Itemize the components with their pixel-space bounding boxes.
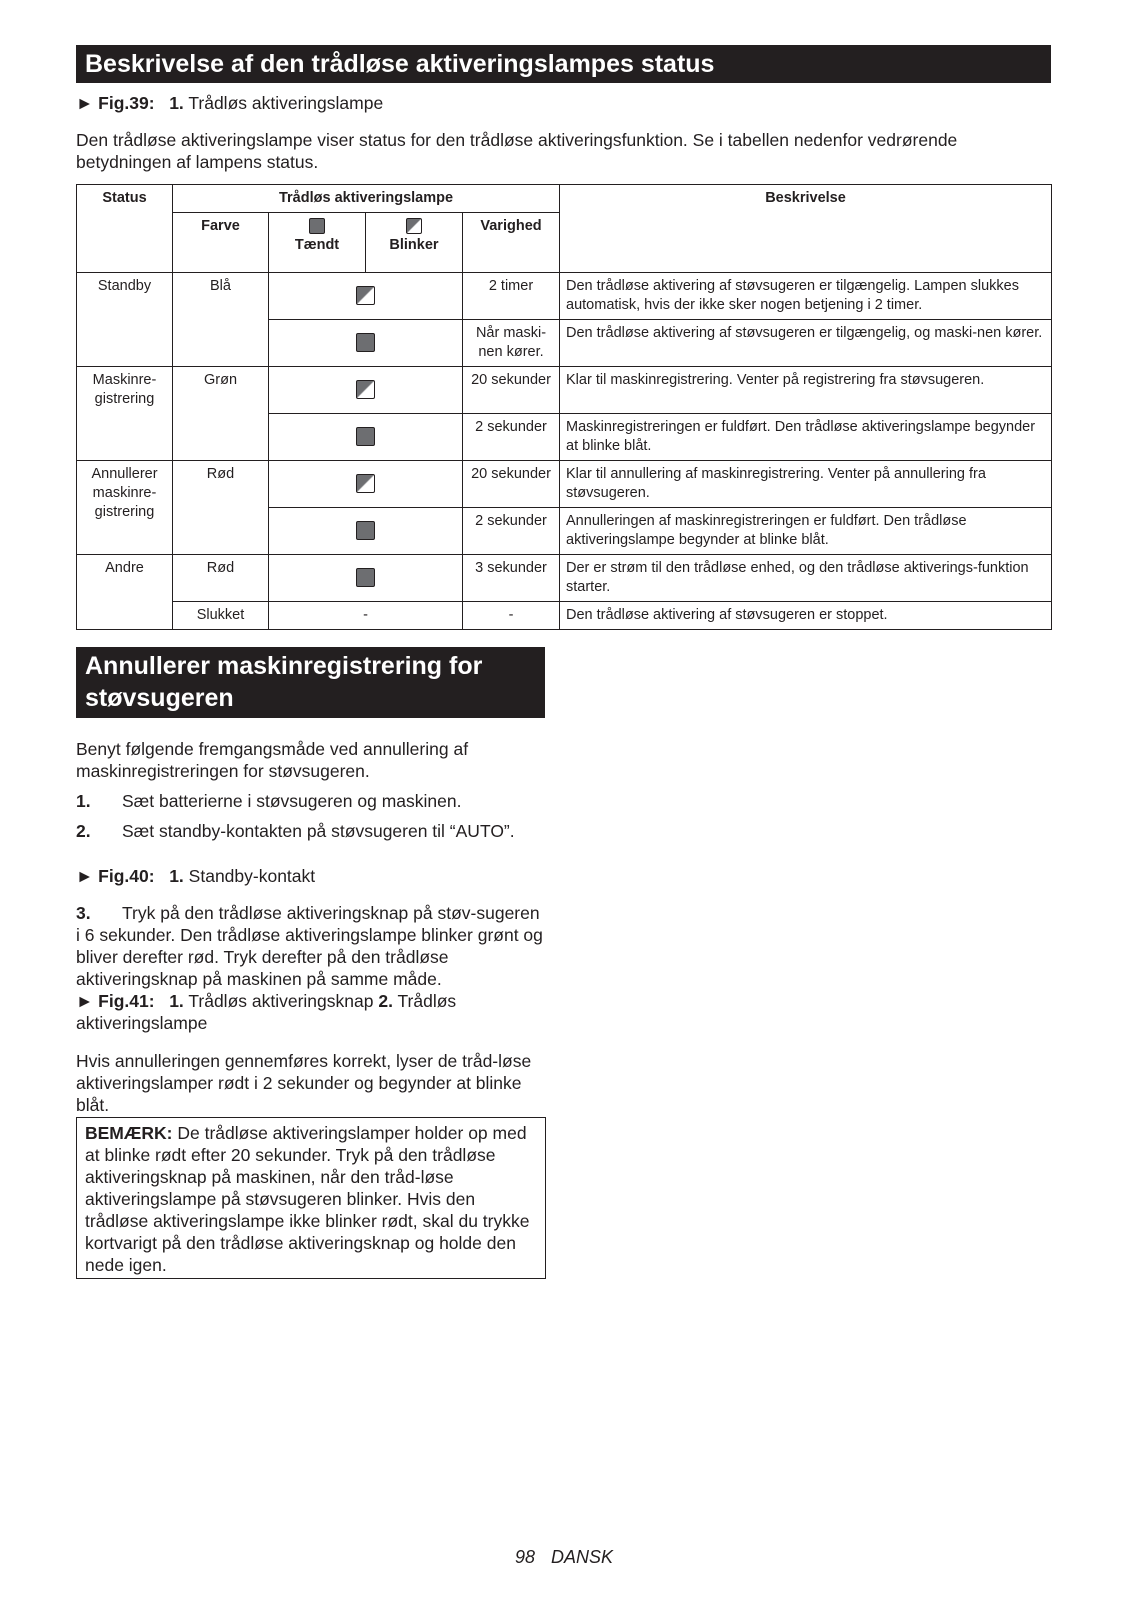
header-lamp-group: Trådløs aktiveringslampe: [173, 185, 560, 213]
step-number: 1.: [76, 791, 91, 811]
cell-status: Andre: [77, 555, 173, 630]
cell-duration: 2 timer: [463, 273, 560, 320]
cell-color: Rød: [173, 555, 269, 602]
cell-description: Maskinregistreringen er fuldført. Den trådløse aktiveringslampe begynder at blinke blåt.: [560, 414, 1052, 461]
header-description: Beskrivelse: [560, 185, 1052, 273]
cancel-intro-paragraph: Benyt følgende fremgangsmåde ved annullering af maskinregistreringen for støvsugeren.: [76, 739, 469, 781]
table-row: [77, 367, 1052, 414]
cell-description: Den trådløse aktivering af støvsugeren er tilgængelig. Lampen slukkes automatisk, hvis der ikke sker nogen betjening i 2 timer.: [560, 273, 1052, 320]
cell-status: Annullerer maskinre-gistrering: [77, 461, 173, 555]
step-1: [76, 790, 546, 812]
cell-duration: 2 sekunder: [463, 508, 560, 555]
fig-item-label: Trådløs aktiveringslampe: [76, 991, 457, 1033]
table-row: [77, 461, 1052, 508]
cell-color: Blå: [173, 273, 269, 367]
cell-duration: Når maski-nen kører.: [463, 320, 560, 367]
section-title-lamp-status: Beskrivelse af den trådløse aktiveringslampes status: [76, 45, 1051, 83]
page-footer: [0, 1547, 1128, 1568]
cell-lamp: [269, 555, 463, 602]
step-number: 2.: [76, 821, 91, 841]
intro-paragraph: Den trådløse aktiveringslampe viser status for den trådløse aktiveringsfunktion. Se i tabellen nedenfor vedrørende betydningen af lampens status.: [76, 130, 958, 172]
cell-color: Grøn: [173, 367, 269, 461]
figure-reference-40: [76, 865, 315, 887]
cell-duration: 20 sekunder: [463, 367, 560, 414]
header-duration: Varighed: [463, 213, 560, 273]
cell-lamp: [269, 461, 463, 508]
cell-lamp: [269, 414, 463, 461]
fig-ref-label: ► Fig.41:: [76, 991, 155, 1011]
step-3: [76, 902, 546, 990]
cell-color: Slukket: [173, 602, 269, 630]
step-2: [76, 820, 546, 842]
fig-item-label: Standby-kontakt: [188, 866, 316, 886]
cell-lamp: [269, 273, 463, 320]
header-on: [269, 213, 366, 273]
cell-lamp: -: [269, 602, 463, 630]
footer-language: DANSK: [551, 1547, 614, 1567]
header-blinking-label: Blinker: [389, 237, 439, 253]
lamp-blinking-icon: [356, 380, 375, 399]
fig-item-label: Trådløs aktiveringsknap: [188, 991, 374, 1011]
cell-color: Rød: [173, 461, 269, 555]
lamp-blinking-icon: [406, 218, 422, 234]
cell-duration: 3 sekunder: [463, 555, 560, 602]
step-text: Sæt batterierne i støvsugeren og maskinen.: [122, 791, 462, 811]
fig-ref-label: ► Fig.39:: [76, 93, 155, 113]
cell-description: Der er strøm til den trådløse enhed, og den trådløse aktiverings-funktion starter.: [560, 555, 1052, 602]
fig-ref-label: ► Fig.40:: [76, 866, 155, 886]
cell-description: Annulleringen af maskinregistreringen er fuldført. Den trådløse aktiveringslampe begynder at blinke blåt.: [560, 508, 1052, 555]
fig-item-number: 1.: [169, 93, 184, 113]
cell-lamp: [269, 508, 463, 555]
section-title-line2: støvsugeren: [85, 684, 234, 712]
cell-description: Den trådløse aktivering af støvsugeren er tilgængelig, og maski-nen kører.: [560, 320, 1052, 367]
lamp-on-icon: [356, 521, 375, 540]
cell-lamp: [269, 320, 463, 367]
lamp-blinking-icon: [356, 286, 375, 305]
header-on-label: Tændt: [294, 237, 340, 253]
step-text: Sæt standby-kontakten på støvsugeren til “AUTO”.: [122, 821, 515, 841]
section-title-line1: Annullerer maskinregistrering for: [85, 652, 483, 680]
cell-duration: 2 sekunder: [463, 414, 560, 461]
fig-item-label: Trådløs aktiveringslampe: [188, 93, 384, 113]
fig-item-number: 1.: [169, 866, 184, 886]
cell-duration: 20 sekunder: [463, 461, 560, 508]
lamp-blinking-icon: [356, 474, 375, 493]
cell-description: Klar til maskinregistrering. Venter på registrering fra støvsugeren.: [560, 367, 1052, 414]
fig-item-number: 2.: [378, 991, 393, 1011]
note-text: De trådløse aktiveringslamper holder op med at blinke rødt efter 20 sekunder. Tryk på den trådløse aktiveringsknap på maskinen, når den tråd-løse aktiveringslampe på støvsugeren blinker. Hvis den trådløse aktiveringslampe ikke blinker rødt, skal du trykke kortvarigt på den trådløse aktiveringsknap og holde den nede igen.: [85, 1123, 530, 1275]
cell-status: Standby: [77, 273, 173, 367]
lamp-on-icon: [356, 568, 375, 587]
cell-lamp: [269, 367, 463, 414]
table-row: [77, 273, 1052, 320]
result-paragraph: Hvis annulleringen gennemføres korrekt, lyser de tråd-løse aktiveringslamper rødt i 2 sekunder og begynder at blinke blåt.: [76, 1051, 532, 1115]
section-title-cancel-registration: [76, 647, 545, 718]
header-status: Status: [77, 185, 173, 273]
header-color: Farve: [173, 213, 269, 273]
step-number: 3.: [76, 903, 91, 923]
fig-item-number: 1.: [169, 991, 184, 1011]
cell-description: Den trådløse aktivering af støvsugeren er stoppet.: [560, 602, 1052, 630]
lamp-on-icon: [356, 333, 375, 352]
table-row: [77, 602, 1052, 630]
cell-description: Klar til annullering af maskinregistrering. Venter på annullering fra støvsugeren.: [560, 461, 1052, 508]
figure-reference-41: [76, 990, 546, 1034]
page-number: 98: [514, 1547, 535, 1567]
note-label: BEMÆRK:: [85, 1123, 173, 1143]
table-row: [77, 555, 1052, 602]
header-blinking: [366, 213, 463, 273]
cell-duration: -: [463, 602, 560, 630]
lamp-status-table: [76, 184, 1052, 630]
note-box: [76, 1117, 546, 1279]
step-text: Tryk på den trådløse aktiveringsknap på støv-sugeren i 6 sekunder. Den trådløse aktiveringslampe blinker grønt og bliver derefter rød. Tryk derefter på den trådløse aktiveringsknap på maskinen på samme måde.: [76, 903, 543, 989]
table-header-row: [77, 185, 1052, 213]
cell-status: Maskinre-gistrering: [77, 367, 173, 461]
figure-reference-39: [76, 92, 383, 114]
lamp-on-icon: [356, 427, 375, 446]
lamp-on-icon: [309, 218, 325, 234]
